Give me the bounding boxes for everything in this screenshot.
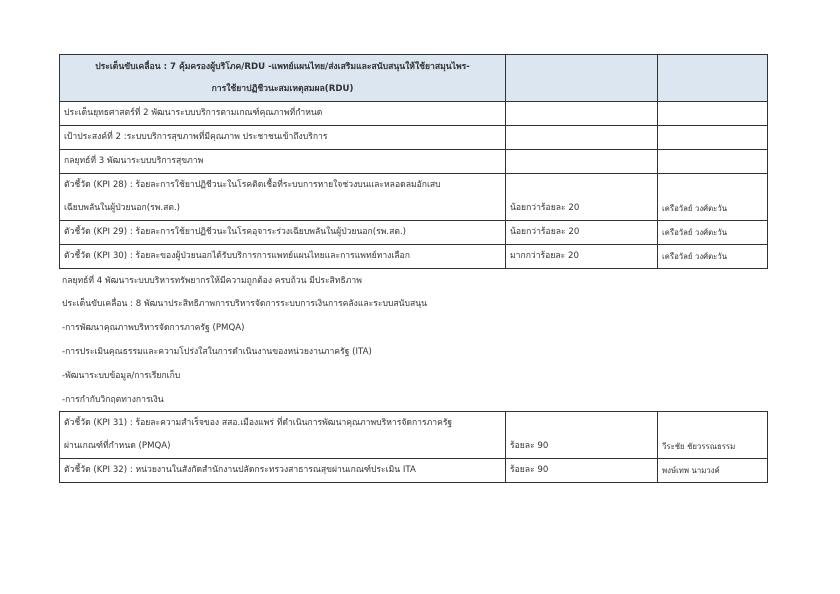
strategy-table-1 bbox=[59, 54, 768, 269]
kpi-target: น้อยกว่าร้อยละ 20 bbox=[506, 174, 658, 221]
kpi-target: ร้อยละ 90 bbox=[506, 412, 658, 459]
header-title-line1: ประเด็นขับเคลื่อน : 7 คุ้มครองผู้บริโภค/RDU -แพทย์แผนไทย/ส่งเสริมและสนับสนุนให้ใช้ยาสมุนไพร- bbox=[95, 62, 470, 72]
row-text: เป้าประสงค์ที่ 2 :ระบบบริการสุขภาพที่มีคุณภาพ ประชาชนเข้าถึงบริการ bbox=[60, 126, 506, 150]
bullet-line: -การประเมินคุณธรรมและความโปร่งใสในการดำเนินงานของหน่วยงานภาครัฐ (ITA) bbox=[62, 347, 372, 357]
kpi-owner: พงษ์เทพ นามวงค์ bbox=[658, 459, 768, 483]
kpi-row-30 bbox=[60, 245, 768, 269]
kpi-text-line2: ผ่านเกณฑ์ที่กำหนด (PMQA) bbox=[64, 441, 171, 451]
kpi-owner: เครือวัลย์ วงศ์ตะวัน bbox=[658, 221, 768, 245]
table-row bbox=[60, 150, 768, 174]
row-target bbox=[506, 126, 658, 150]
kpi-owner: เครือวัลย์ วงศ์ตะวัน bbox=[658, 174, 768, 221]
kpi-owner: วีระชัย ชัยวรรณธรรม bbox=[658, 412, 768, 459]
row-target bbox=[506, 150, 658, 174]
header-title-line2: การใช้ยาปฏิชีวนะสมเหตุสมผล(RDU) bbox=[211, 84, 354, 94]
kpi-row-31 bbox=[60, 412, 768, 459]
kpi-target: ร้อยละ 90 bbox=[506, 459, 658, 483]
bullet-line: -การกำกับวิกฤตทางการเงิน bbox=[62, 395, 164, 405]
row-owner bbox=[658, 126, 768, 150]
row-owner bbox=[658, 102, 768, 126]
kpi-text: ตัวชี้วัด (KPI 29) : ร้อยละการใช้ยาปฏิชีวนะในโรคอุจาระร่วงเฉียบพลันในผู้ป่วยนอก(รพ.สต.) bbox=[60, 221, 506, 245]
table-row bbox=[60, 102, 768, 126]
kpi-row-28 bbox=[60, 174, 768, 221]
kpi-text-line2: เฉียบพลันในผู้ป่วยนอก(รพ.สต.) bbox=[64, 203, 181, 213]
kpi-target: น้อยกว่าร้อยละ 20 bbox=[506, 221, 658, 245]
row-owner bbox=[658, 150, 768, 174]
kpi-target: มากกว่าร้อยละ 20 bbox=[506, 245, 658, 269]
bullet-line: -พัฒนาระบบข้อมูล/การเรียกเก็บ bbox=[62, 371, 181, 381]
header-target-cell bbox=[506, 55, 658, 102]
kpi-text-line1: ตัวชี้วัด (KPI 28) : ร้อยละการใช้ยาปฏิชีวนะในโรคติดเชื้อที่ระบบการหายใจช่วงบนและหลอดลมอักเสบ bbox=[64, 180, 441, 190]
kpi-row-32 bbox=[60, 459, 768, 483]
kpi-text: ตัวชี้วัด (KPI 32) : หน่วยงานในสังกัดสำนักงานปลัดกระทรวงสาธารณสุขผ่านเกณฑ์ประเมิน ITA bbox=[60, 459, 506, 483]
strategy-line: กลยุทธ์ที่ 4 พัฒนาระบบบริหารทรัพยากรให้มีความถูกต้อง ครบถ้วน มีประสิทธิภาพ bbox=[62, 276, 362, 286]
driver-line: ประเด็นขับเคลื่อน : 8 พัฒนาประสิทธิภาพการบริหารจัดการระบบการเงินการคลังและระบบสนับสนุน bbox=[62, 299, 427, 309]
row-target bbox=[506, 102, 658, 126]
kpi-text-line1: ตัวชี้วัด (KPI 31) : ร้อยละความสำเร็จของ สสอ.เมืองแพร่ ที่ดำเนินการพัฒนาคุณภาพบริหารจัดการภาครัฐ bbox=[64, 418, 453, 428]
header-owner-cell bbox=[658, 55, 768, 102]
kpi-text bbox=[60, 412, 506, 459]
kpi-text: ตัวชี้วัด (KPI 30) : ร้อยละของผู้ป่วยนอกได้รับบริการการแพทย์แผนไทยและการแพทย์ทางเลือก bbox=[60, 245, 506, 269]
kpi-owner: เครือวัลย์ วงศ์ตะวัน bbox=[658, 245, 768, 269]
header-title-cell bbox=[60, 55, 506, 102]
table-row bbox=[60, 126, 768, 150]
bullet-line: -การพัฒนาคุณภาพบริหารจัดการภาครัฐ (PMQA) bbox=[62, 323, 245, 333]
kpi-text bbox=[60, 174, 506, 221]
row-text: ประเด็นยุทธศาสตร์ที่ 2 พัฒนาระบบบริการตามเกณฑ์คุณภาพที่กำหนด bbox=[60, 102, 506, 126]
kpi-row-29 bbox=[60, 221, 768, 245]
row-text: กลยุทธ์ที่ 3 พัฒนาระบบบริการสุขภาพ bbox=[60, 150, 506, 174]
table-header-row bbox=[60, 55, 768, 102]
strategy-table-2 bbox=[59, 411, 768, 483]
